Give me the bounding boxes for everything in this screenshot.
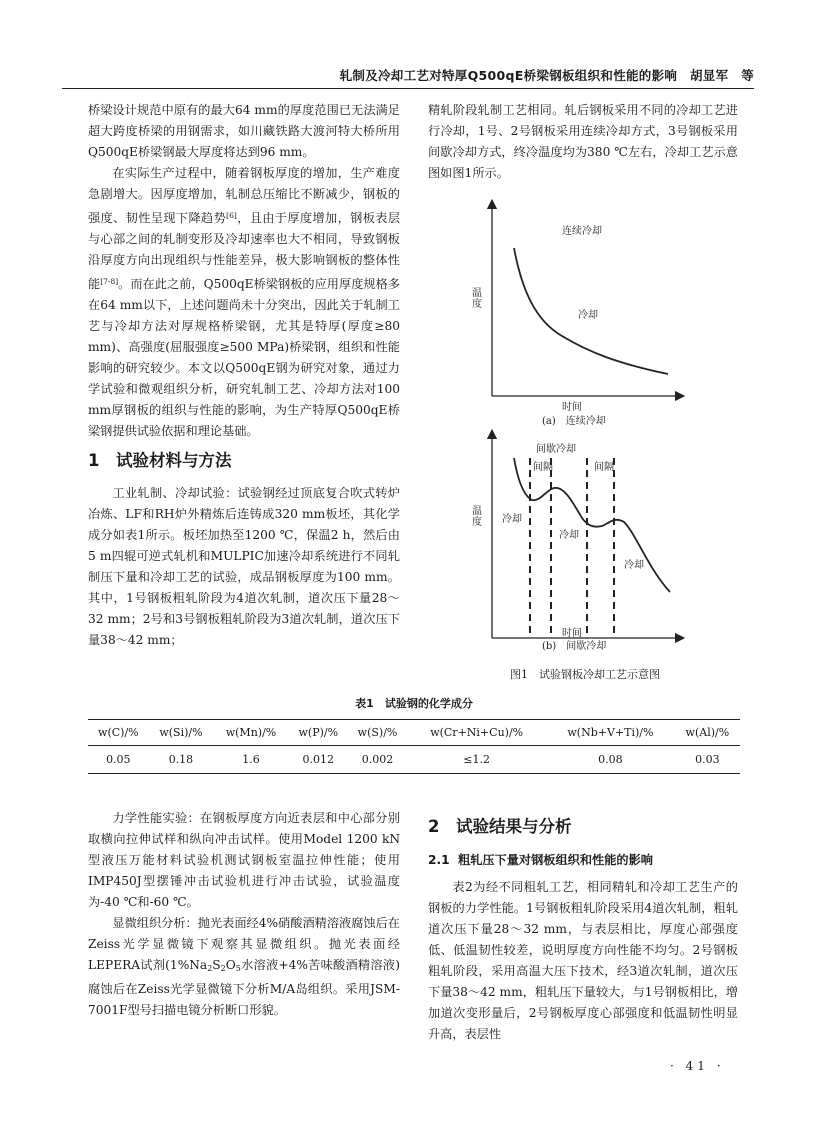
- paragraph: [88, 163, 400, 442]
- section-number: 1: [88, 451, 100, 470]
- y-axis-label: 温度: [472, 506, 482, 528]
- left-column-lower: [88, 808, 400, 1021]
- figure-1: [450, 196, 720, 686]
- table-cell: 1.6: [213, 746, 289, 774]
- curve-label: 冷却: [624, 560, 644, 571]
- interval-label: 间隔: [533, 462, 553, 473]
- running-header: 轧制及冷却工艺对特厚Q500qE桥梁钢板组织和性能的影响 胡显军 等: [339, 68, 754, 83]
- citation: [7-8]: [100, 277, 119, 286]
- table-row: [88, 746, 740, 774]
- column-header: w(C)/%: [88, 720, 149, 746]
- paragraph: 桥梁设计规范中原有的最大64 mm的厚度范围已无法满足超大跨度桥梁的用钢需求，如川藏铁路大渡河特大桥所用Q500qE桥梁钢最大厚度将达到96 mm。: [88, 103, 400, 159]
- column-header: w(Al)/%: [675, 720, 740, 746]
- table-1: [88, 695, 740, 774]
- column-header: w(Mn)/%: [213, 720, 289, 746]
- y-axis-label: 温度: [472, 288, 482, 310]
- column-header: w(Si)/%: [149, 720, 214, 746]
- header-rule: [62, 88, 754, 89]
- subsection-title: 粗轧压下量对钢板组织和性能的影响: [458, 853, 653, 867]
- composition-table: [88, 719, 740, 774]
- paragraph: [88, 913, 400, 1021]
- table-cell: 0.18: [149, 746, 214, 774]
- table-cell: 0.03: [675, 746, 740, 774]
- interval-label: 间隔: [594, 462, 614, 473]
- paragraph: 工业轧制、冷却试验：试验钢经过顶底复合吹式转炉冶炼、LF和RH炉外精炼后连铸成320 mm板坯，其化学成分如表1所示。板坯加热至1200 ℃，保温2 h，然后由5 m四辊可逆式轧机和MULPIC加速冷却系统进行不同轧制压下量和冷却工艺的试验，成品钢板厚度为100 mm。其中，1号钢板粗轧阶段为4道次轧制，道次压下量28～32 mm；2号和3号钢板粗轧阶段为3道次轧制，道次压下量38～42 mm；: [88, 486, 400, 647]
- figure-caption: 图1 试验钢板冷却工艺示意图: [510, 668, 660, 681]
- x-axis-label: 时间: [562, 628, 582, 639]
- table-header-row: [88, 720, 740, 746]
- paragraph: 精轧阶段轧制工艺相同。轧后钢板采用不同的冷却工艺进行冷却，1号、2号钢板采用连续冷却方式，3号钢板采用间歇冷却方式，终冷温度均为380 ℃左右，冷却工艺示意图如图1所示。: [428, 103, 738, 180]
- column-header: w(Cr+Ni+Cu)/%: [407, 720, 546, 746]
- curve-label: 冷却: [559, 530, 579, 541]
- interval-cooling-curve: [514, 458, 670, 592]
- subscript: 2: [207, 964, 213, 973]
- text-run: 显微组织分析：抛光表面经4%硝酸酒精溶液腐蚀后在Zeiss光学显微镜下观察其显微组织。抛光表面经LEPERA试剂(1%Na: [88, 916, 400, 972]
- text-run: 在实际生产过程中，随着钢板厚度的增加，生产难度急剧增大。因厚度增加，轧制总压缩比不断减少，钢板的强度、韧性呈现下降趋势: [88, 166, 400, 225]
- section-number: 2: [428, 817, 440, 836]
- right-column-lower: [428, 808, 738, 1045]
- section-heading: [88, 448, 400, 474]
- subsection-number: 2.1: [428, 853, 450, 867]
- table-cell: 0.08: [546, 746, 675, 774]
- left-column-upper: [88, 100, 400, 651]
- page-number: · 41 ·: [670, 1059, 725, 1073]
- paragraph: 表2为经不同粗轧工艺，相同精轧和冷却工艺生产的钢板的力学性能。1号钢板粗轧阶段采用4道次轧制，粗轧道次压下量28～32 mm，与表层相比，厚度心部强度低、低温韧性较差，说明厚度方向性能不均匀。2号钢板粗轧阶段，采用高温大压下技术，经3道次轧制，道次压下量38～42 mm，粗轧压下量较大，与1号钢板相比，增加道次变形量后，2号钢板厚度心部强度和低温韧性明显升高，表层性: [428, 880, 738, 1041]
- curve-label: 连续冷却: [562, 226, 602, 237]
- column-header: w(P)/%: [289, 720, 348, 746]
- x-axis-label: 时间: [562, 402, 582, 413]
- curve-label: 冷却: [578, 310, 598, 321]
- subscript: 2: [220, 964, 226, 973]
- table-cell: 0.002: [348, 746, 407, 774]
- section-title: 试验材料与方法: [116, 451, 232, 470]
- subscript: 5: [235, 964, 241, 973]
- cooling-diagram: [450, 196, 720, 666]
- paragraph: 力学性能实验：在钢板厚度方向近表层和中心部分别取横向拉伸试样和纵向冲击试样。使用Model 1200 kN型液压万能材料试验机测试钢板室温拉伸性能；使用IMP450J型摆锤冲击试验机进行冲击试验，试验温度为-40 ℃和-60 ℃。: [88, 811, 400, 909]
- table-cell: ≤1.2: [407, 746, 546, 774]
- curve-label: 间歇冷却: [536, 444, 576, 455]
- column-header: w(S)/%: [348, 720, 407, 746]
- text-run: ，且由于厚度增加，钢板表层与心部之间的轧制变形及冷却速率也大不相同，导致钢板沿厚度方向出现组织与性能差异，极大影响钢板的整体性能: [88, 211, 401, 291]
- subfigure-caption: (a) 连续冷却: [542, 416, 606, 427]
- text-run: 水溶液+4%苦味酸酒精溶液)腐蚀后在Zeiss光学显微镜下分析M/A岛组织。采用JSM-7001F型号扫描电镜分析断口形貌。: [88, 958, 400, 1017]
- column-header: w(Nb+V+Ti)/%: [546, 720, 675, 746]
- section-heading: [428, 814, 738, 840]
- right-column-upper: [428, 100, 738, 184]
- section-title: 试验结果与分析: [456, 817, 572, 836]
- table-title: 表1 试验钢的化学成分: [355, 697, 473, 710]
- text-run: O: [225, 958, 236, 972]
- table-cell: 0.012: [289, 746, 348, 774]
- text-run: S: [212, 958, 221, 972]
- subsection-heading: [428, 849, 738, 871]
- citation: [6]: [226, 211, 237, 220]
- text-run: 。而在此之前，Q500qE桥梁钢板的应用厚度规格多在64 mm以下，上述问题尚未十分突出，因此关于轧制工艺与冷却方法对厚规格桥梁钢，尤其是特厚(厚度≥80 mm)、高强度(屈服强度≥500 MPa)桥梁钢，组织和性能影响的研究较少。本文以Q500qE钢为研究对象，通过力学试验和微观组织分析，研究轧制工艺、冷却方法对100 mm厚钢板的组织与性能的影响，为生产特厚Q500qE桥梁钢提供试验依据和理论基础。: [88, 277, 401, 438]
- curve-label: 冷却: [502, 514, 522, 525]
- table-cell: 0.05: [88, 746, 149, 774]
- subfigure-caption: (b) 间歇冷却: [542, 641, 607, 652]
